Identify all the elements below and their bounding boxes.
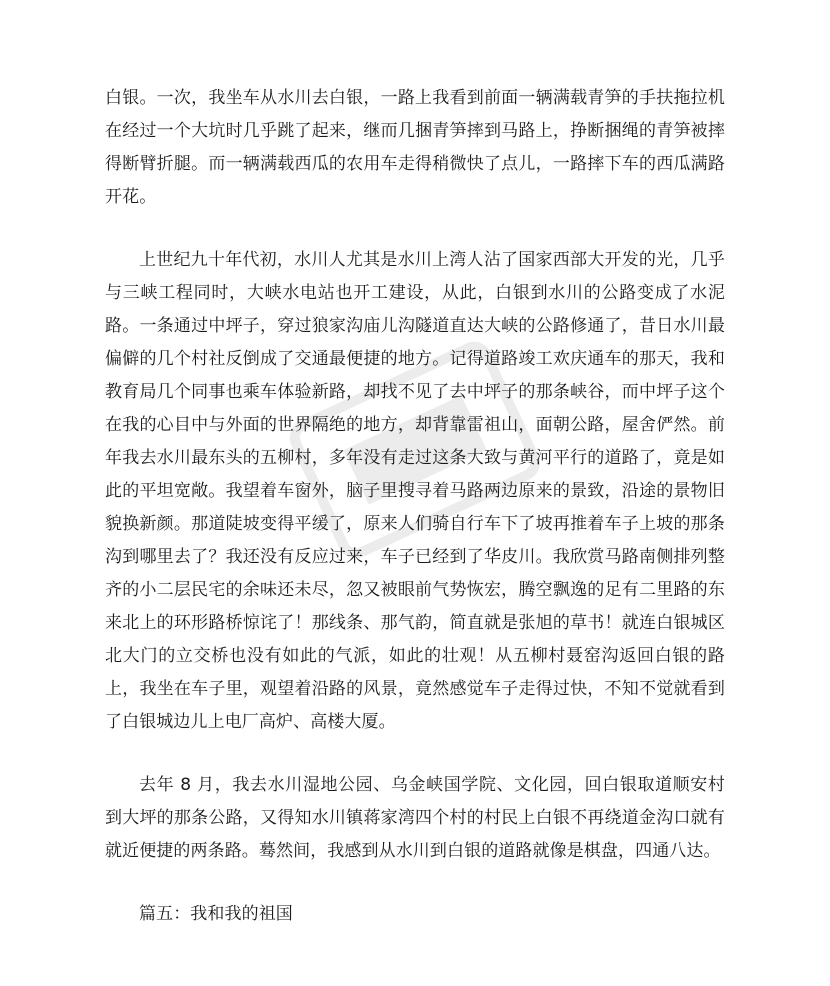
paragraph-2: 上世纪九十年代初，水川人尤其是水川上湾人沾了国家西部大开发的光，几乎与三峡工程同时，大峡水电站也开工建设，从此，白银到水川的公路变成了水泥路。一条通过中坪子，穿过狼家沟庙儿沟隧道直达大峡的公路修通了，昔日水川最偏僻的几个村社反倒成了交通最便捷的地方。记得道路竣工欢庆通车的那天，我和教育局几个同事也乘车体验新路，却找不见了去中坪子的那条峡谷，而中坪子这个在我的心目中与外面的世界隔绝的地方，却背靠雷祖山，面朝公路，屋舍俨然。前年我去水川最东头的五柳村，多年没有走过这条大致与黄河平行的道路了，竟是如此的平坦宽敞。我望着车窗外，脑子里搜寻着马路两边原来的景致，沿途的景物旧貌换新颜。那道陡坡变得平缓了，原来人们骑自行车下了坡再推着车子上坡的那条沟到哪里去了？我还没有反应过来，车子已经到了华皮川。我欣赏马路南侧排列整齐的小二层民宅的余味还未尽，忽又被眼前气势恢宏，腾空飘逸的足有二里路的东来北上的环形路桥惊诧了！那线条、那气韵，简直就是张旭的草书！就连白银城区北大门的立交桥也没有如此的气派，如此的壮观！从五柳村聂窑沟返回白银的路上，我坐在车子里，观望着沿路的风景，竟然感觉车子走得过快，不知不觉就看到了白银城边儿上电厂高炉、高楼大厦。 [105,250,725,732]
paragraph-1: 白银。一次，我坐车从水川去白银，一路上我看到前面一辆满载青笋的手扶拖拉机在经过一个大坑时几乎跳了起来，继而几捆青笋摔到马路上，挣断捆绳的青笋被摔得断臂折腿。而一辆满载西瓜的农用车走得稍微快了点儿，一路摔下车的西瓜满路开花。 [105,88,725,207]
document-body [105,82,725,931]
paragraph-3: 去年 8 月，我去水川湿地公园、乌金峡国学院、文化园，回白银取道顺安村到大坪的那条公路，又得知水川镇蒋家湾四个村的村民上白银不再绕道金沟口就有就近便捷的两条路。蓦然间，我感到从水川到白银的道路就像是棋盘，四通八达。 [105,775,725,861]
section-heading: 篇五：我和我的祖国 [139,904,293,924]
